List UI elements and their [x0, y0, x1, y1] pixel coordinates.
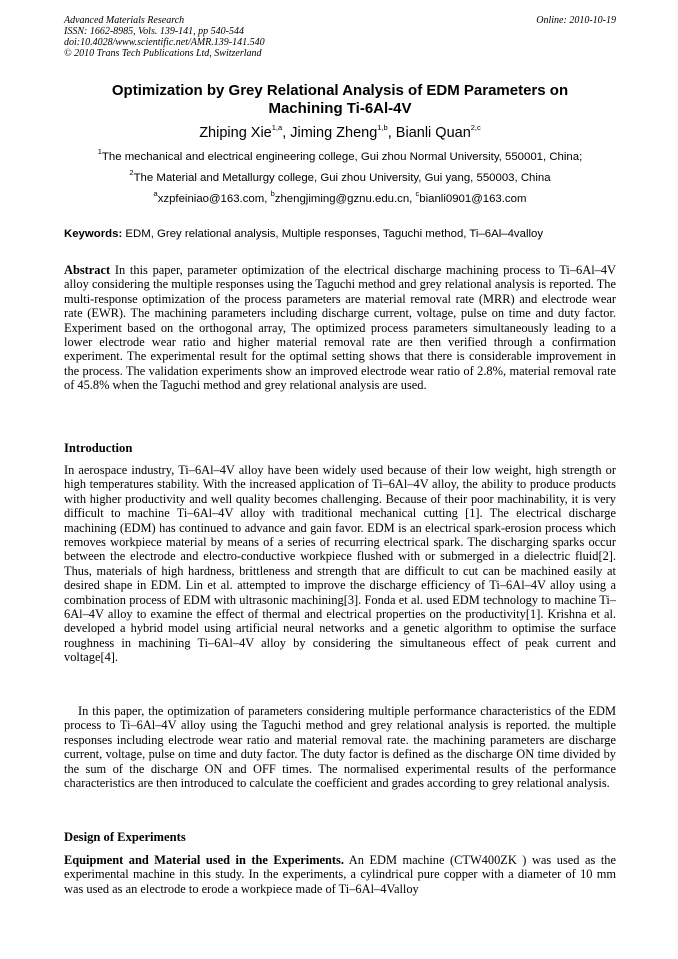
- equipment-subheading: Equipment and Material used in the Experiments.: [64, 853, 344, 867]
- keywords-label: Keywords:: [64, 228, 123, 240]
- author-superscript: 1,a: [271, 123, 283, 133]
- email-superscript: b: [270, 189, 275, 199]
- journal-name: Advanced Materials Research: [64, 15, 185, 26]
- affiliation-superscript: 2: [129, 168, 134, 178]
- affiliation-text: The Material and Metallurgy college, Gui zhou University, Gui yang, 550003, China: [133, 172, 551, 184]
- email-link[interactable]: xzpfeiniao@163.com,: [157, 193, 268, 205]
- online-date: Online: 2010-10-19: [536, 15, 616, 26]
- issn-line: ISSN: 1662-8985, Vols. 139-141, pp 540-544: [64, 26, 244, 37]
- journal-header: [64, 15, 616, 59]
- keywords-text: EDM, Grey relational analysis, Multiple responses, Taguchi method, Ti–6Al–4valloy: [125, 228, 544, 240]
- affiliation-superscript: 1: [97, 147, 102, 157]
- email-link[interactable]: bianli0901@163.com: [419, 193, 527, 205]
- introduction-heading: Introduction: [64, 441, 133, 455]
- copyright-line: © 2010 Trans Tech Publications Ltd, Switzerland: [64, 48, 262, 59]
- title-line-2: Machining Ti-6Al-4V: [268, 100, 412, 117]
- affiliation-text: The mechanical and electrical engineering college, Gui zhou Normal University, 550001, China;: [101, 151, 583, 163]
- email-superscript: c: [415, 189, 420, 199]
- author-superscript: 2,c: [470, 123, 481, 133]
- author-name: Zhiping Xie: [199, 125, 272, 141]
- abstract-text: In this paper, parameter optimization of the electrical discharge machining process to Ti–6Al–4V alloy considering the multiple responses using the Taguchi method and grey relational analysis is reported. The multi-response optimization of the process parameters are material removal rate (MRR) and electrode wear rate (EWR). The machining parameters including discharge current, voltage, pulse on time and duty factor. Experiment based on the orthogonal array, The optimized process parameters simultaneously leading to a lower electrode wear ratio and higher material removal rate are then verified through a confirmation experiment. The experimental result for the optimal setting shows that there is considerable improvement in the process. The validation experiments show an improved electrode wear ratio of 2.8%, material removal rate of 45.8% when the Taguchi method and grey relational analysis are used.: [64, 263, 616, 393]
- equipment-text: An EDM machine (CTW400ZK ) was used as the experimental machine in this study. In the experiments, a cylindrical pure copper with a diameter of 10 mm was used as an electrode to erode a workpiece made of Ti–6Al–4Valloy: [64, 853, 616, 896]
- paper-title: [64, 82, 616, 118]
- abstract-paragraph: [64, 263, 616, 393]
- author-list: Zhiping Xie$^{1,a}$, Jiming Zheng$^{1,b}$, Bianli Quan$^{2,c}$: [199, 123, 481, 141]
- author-emails: [40, 189, 640, 206]
- affiliation-2: [40, 168, 640, 185]
- author-superscript: 1,b: [377, 123, 388, 133]
- email-link[interactable]: zhengjiming@gznu.edu.cn,: [274, 193, 413, 205]
- design-of-experiments-heading: Design of Experiments: [64, 830, 186, 844]
- keywords-line: [64, 227, 616, 241]
- abstract-label: Abstract: [64, 263, 111, 277]
- introduction-paragraph-2: In this paper, the optimization of parameters considering multiple performance characteristics of the EDM process to Ti–6Al–4V alloy using the Taguchi method and grey relational analysis is reported. the multiple responses including electrode wear ratio and material removal rate. the machining parameters are discharge current, voltage, pulse on time and duty factor. The duty factor is defined as the discharge ON time divided by the sum of the discharge ON and OFF times. The normalised experimental results of the performance characteristics are then introduced to calculate the coefficient and grades according to grey relational analysis.: [64, 704, 616, 791]
- title-line-1: Optimization by Grey Relational Analysis of EDM Parameters on: [111, 82, 569, 99]
- author-name: Bianli Quan: [395, 125, 471, 141]
- affiliation-1: [40, 147, 640, 164]
- doi-line: doi:10.4028/www.scientific.net/AMR.139-141.540: [64, 37, 265, 48]
- author-name: Jiming Zheng: [290, 125, 378, 141]
- email-superscript: a: [153, 189, 158, 199]
- equipment-paragraph: [64, 853, 616, 896]
- introduction-paragraph-1: In aerospace industry, Ti–6Al–4V alloy have been widely used because of their low weight, high strength or high temperatures stability. With the increased application of Ti–6Al–4V alloy, the ability to produce products with higher productivity and well quality becomes challenging. Because of their poor machinability, it is very difficult to machine Ti–6Al–4V alloy with traditional mechanical cutting [1]. The electrical discharge machining (EDM) has continued to advance and gain favor. EDM is an electrical spark-erosion process which removes workpiece material by means of a series of recurring electrical spark. The discharging sparks occur between the electrode and electro-conductive workpiece flushed with or submerged in a dielectric fluid[2]. Thus, materials of high hardness, brittleness and strength that are difficult to cut can be machined easily at desired shape in EDM. Lin et al. attempted to improve the discharge efficiency of Ti–6Al–4V alloy using a combination process of EDM with ultrasonic machining[3]. Fonda et al. used EDM technology to machine Ti–6Al–4V alloy to examine the effect of thermal and electrical properties on the productivity[1]. Krishna et al. developed a hybrid model using artificial neural networks and a genetic algorithm to optimise the surface roughness in machining Ti–6Al–4V alloy by considering the simultaneous effect of peak current and voltage[4].: [64, 463, 616, 665]
